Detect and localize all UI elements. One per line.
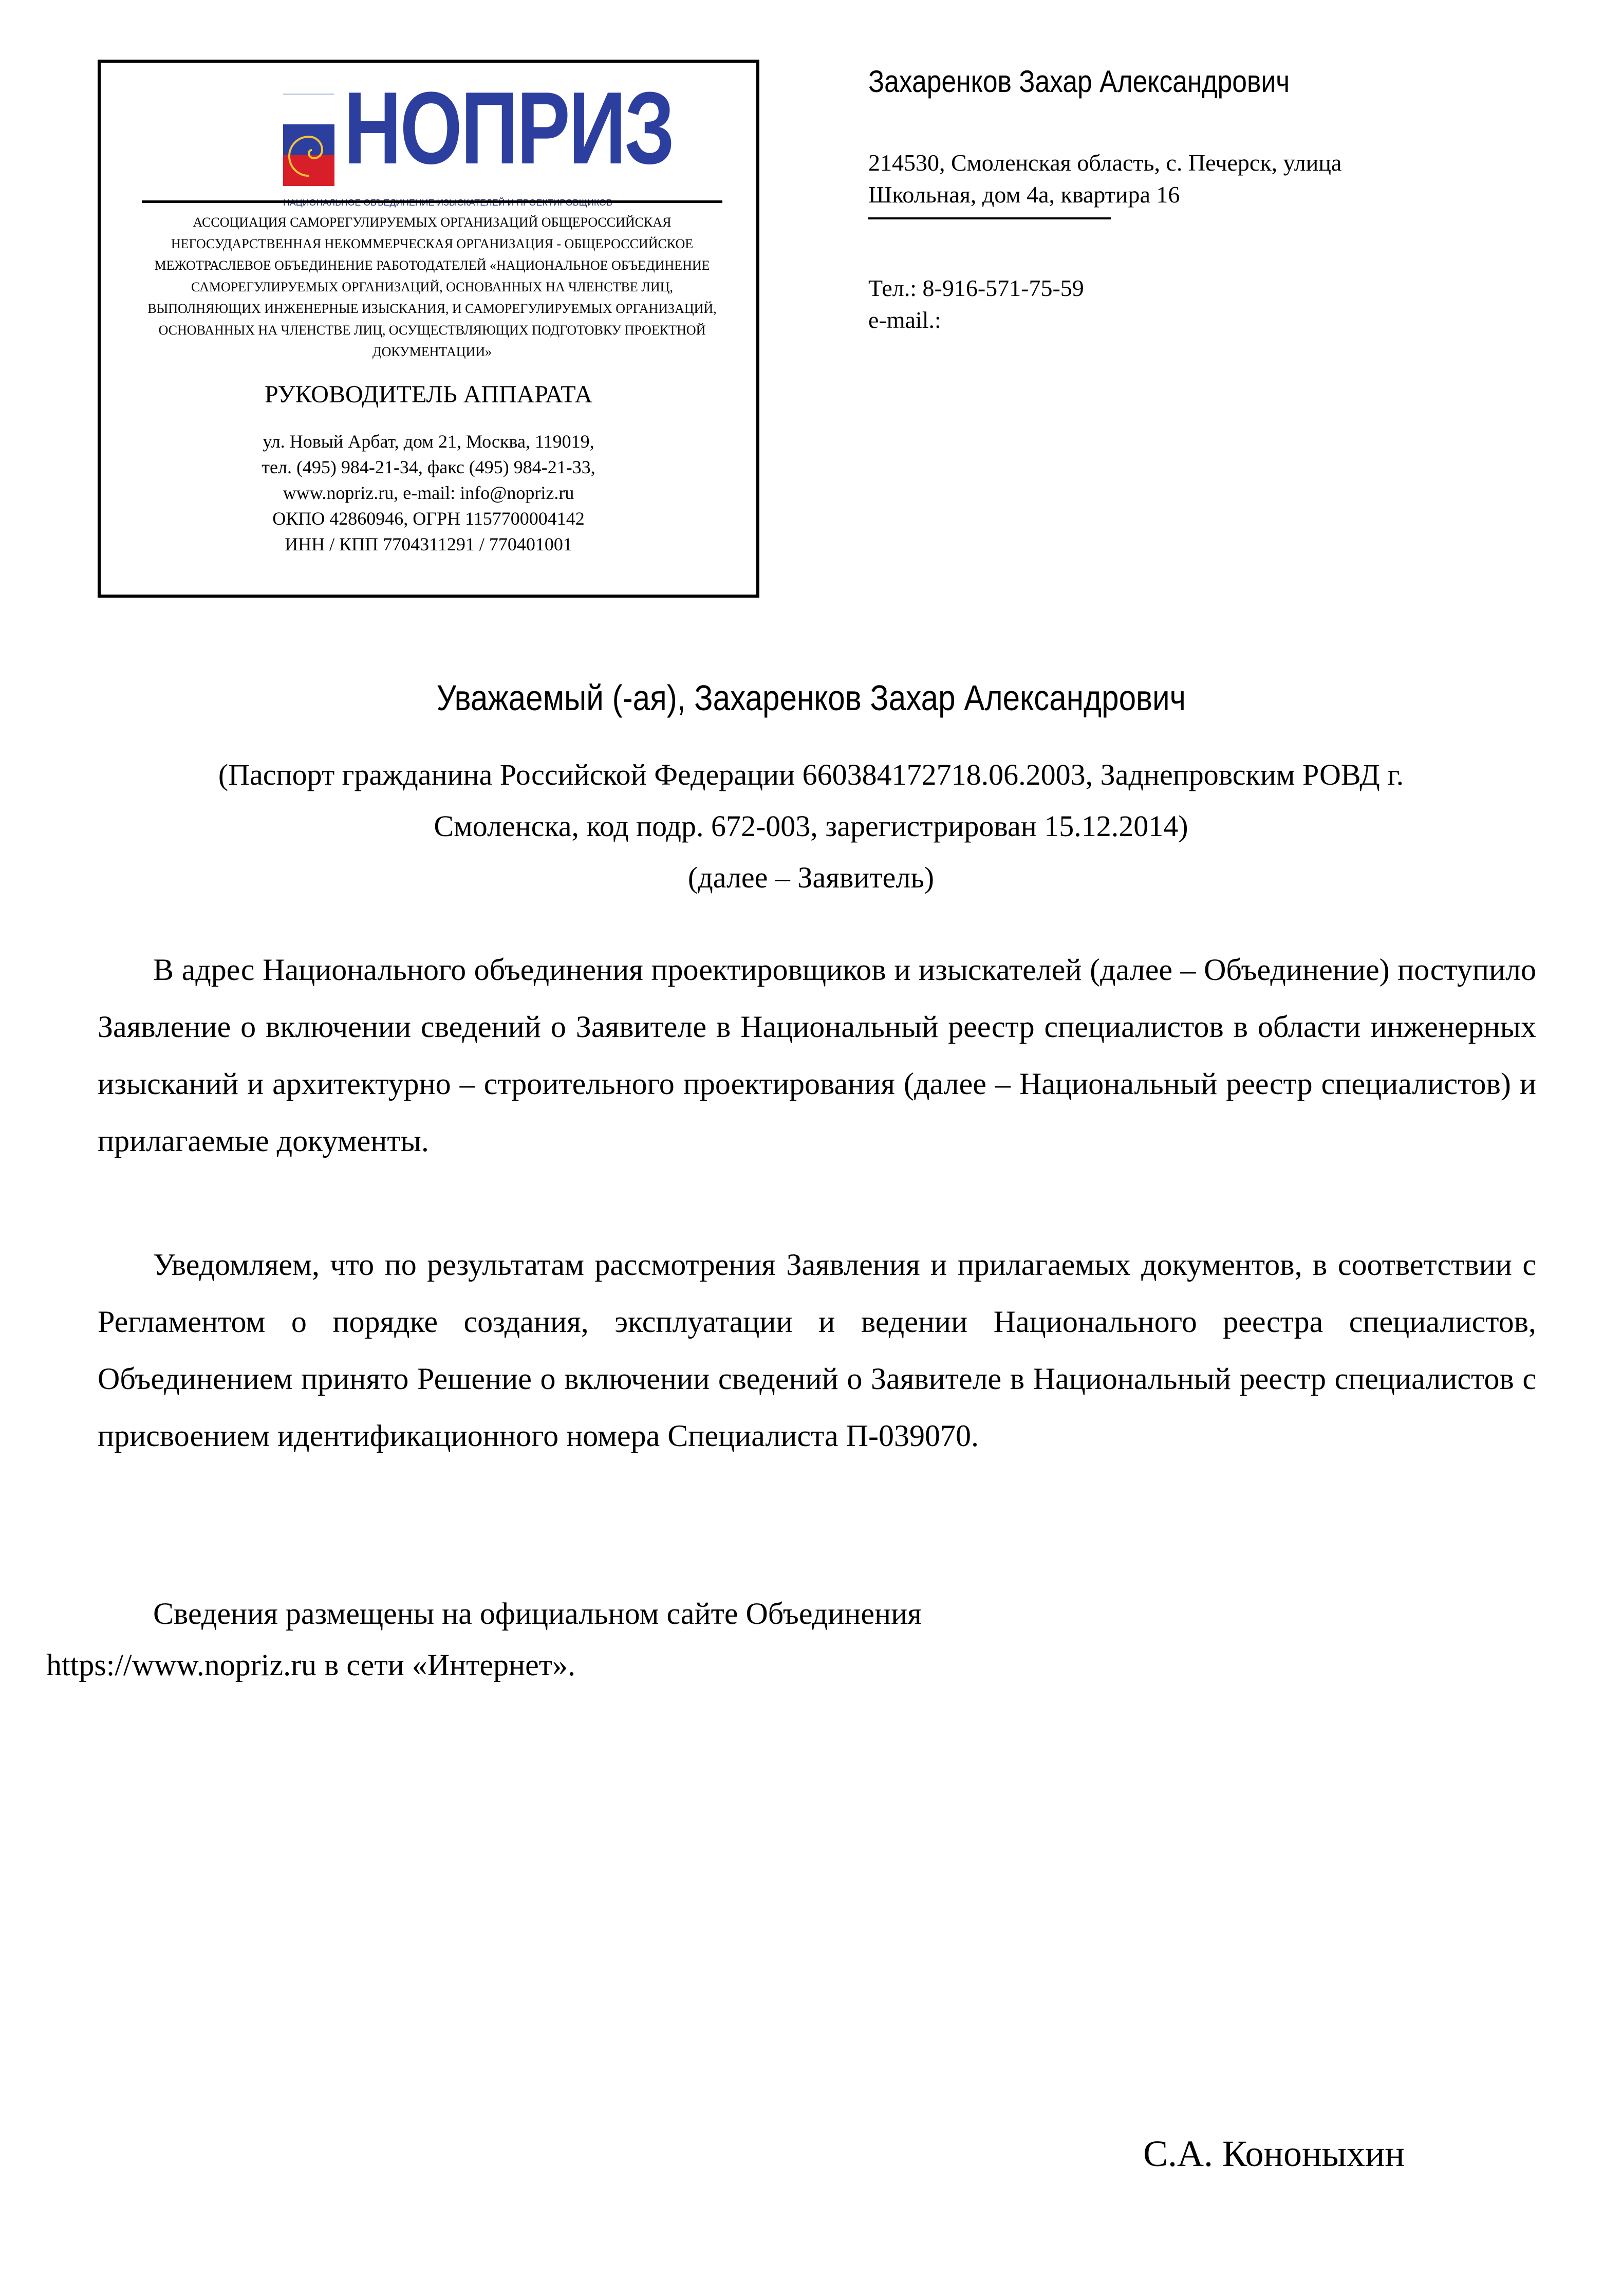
letterhead-title: РУКОВОДИТЕЛЬ АППАРАТА — [264, 381, 593, 408]
org-line: АССОЦИАЦИЯ САМОРЕГУЛИРУЕМЫХ ОРГАНИЗАЦИЙ ОБЩЕРОССИЙСКАЯ — [193, 215, 672, 230]
logo-wordmark: НОПРИЗ — [344, 71, 674, 186]
contact-line: ОКПО 42860946, ОГРН 1157700004142 — [272, 508, 585, 529]
org-line: ОСНОВАННЫХ НА ЧЛЕНСТВЕ ЛИЦ, ОСУЩЕСТВЛЯЮЩИХ ПОДГОТОВКУ ПРОЕКТНОЙ — [158, 323, 706, 338]
contact-line: ул. Новый Арбат, дом 21, Москва, 119019, — [263, 431, 594, 452]
passport-line: (Паспорт гражданина Российской Федерации 660384172718.06.2003, Заднепровским РОВД г. — [218, 758, 1404, 791]
recipient-phone: Тел.: 8-916-571-75-59 — [868, 275, 1084, 301]
address-underline — [868, 217, 1111, 219]
letterhead-box — [98, 60, 759, 598]
salutation-text: Уважаемый (-ая), Захаренков Захар Александрович — [436, 678, 1186, 718]
website-line: Сведения размещены на официальном сайте Объединения — [153, 1597, 922, 1631]
address-line: 214530, Смоленская область, с. Печерск, улица — [868, 150, 1342, 176]
org-line: МЕЖОТРАСЛЕВОЕ ОБЪЕДИНЕНИЕ РАБОТОДАТЕЛЕЙ «НАЦИОНАЛЬНОЕ ОБЪЕДИНЕНИЕ — [154, 258, 710, 273]
contact-line: ИНН / КПП 7704311291 / 770401001 — [285, 534, 572, 554]
signatory-name: С.А. Кононыхин — [1143, 2133, 1405, 2174]
org-line: НЕГОСУДАРСТВЕННАЯ НЕКОММЕРЧЕСКАЯ ОРГАНИЗАЦИЯ - ОБЩЕРОССИЙСКОЕ — [171, 236, 694, 251]
recipient-address — [868, 147, 1341, 211]
contact-line: тел. (495) 984-21-34, факс (495) 984-21-33, — [262, 457, 595, 477]
passport-line: (далее – Заявитель) — [687, 861, 935, 894]
recipient-name: Захаренков Захар Александрович — [868, 64, 1290, 99]
recipient-email: e-mail.: — [868, 307, 941, 333]
passport-details — [0, 749, 1622, 903]
org-line: САМОРЕГУЛИРУЕМЫХ ОРГАНИЗАЦИЙ, ОСНОВАННЫХ НА ЧЛЕНСТВЕ ЛИЦ, — [191, 280, 673, 294]
salutation — [0, 677, 1622, 718]
paragraph-decision: Уведомляем, что по результатам рассмотрения Заявления и прилагаемых документов, в соответствии с Регламентом о порядке создания, эксплуатации и ведении Национального реестра специалистов, Объединением принято Решение о включении сведений о Заявителе в Национальный реестр специалистов с присвоением идентификационного номера Специалиста П-039070. — [98, 1248, 1536, 1453]
address-line: Школьная, дом 4а, квартира 16 — [868, 181, 1180, 208]
organization-name — [132, 212, 733, 363]
contact-line: www.nopriz.ru, e-mail: info@nopriz.ru — [283, 483, 574, 503]
passport-line: Смоленска, код подр. 672-003, зарегистрирован 15.12.2014) — [434, 809, 1188, 843]
golden-spiral-icon — [288, 124, 329, 181]
website-link[interactable]: https://www.nopriz.ru в сети «Интернет». — [46, 1648, 575, 1682]
recipient-contacts — [868, 272, 1084, 336]
flag-icon — [283, 94, 334, 186]
org-line: ВЫПОЛНЯЮЩИХ ИНЖЕНЕРНЫЕ ИЗЫСКАНИЯ, И САМОРЕГУЛИРУЕМЫХ ОРГАНИЗАЦИЙ, — [147, 301, 717, 316]
org-line: ДОКУМЕНТАЦИИ» — [372, 344, 492, 359]
divider — [142, 200, 722, 203]
letterhead-contacts — [101, 429, 756, 557]
paragraph-website-notice — [46, 1588, 1536, 1691]
paragraph-application-received: В адрес Национального объединения проектировщиков и изыскателей (далее – Объединение) поступило Заявление о включении сведений о Заявителе в Национальный реестр специалистов в области инженерных изысканий и архитектурно – строительного проектирования (далее – Национальный реестр специалистов) и прилагаемые документы. — [98, 953, 1536, 1158]
